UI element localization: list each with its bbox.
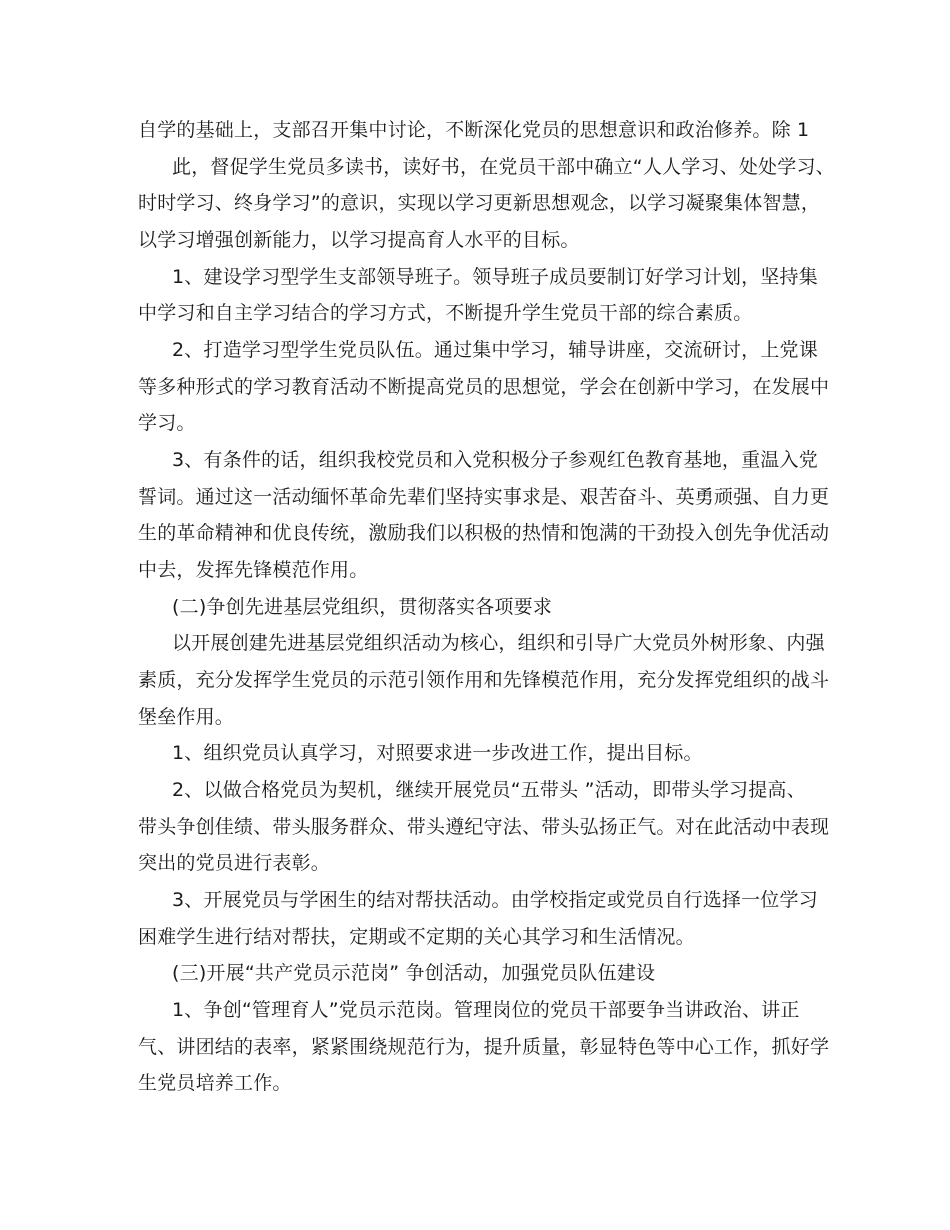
- section-heading: (二)争创先进基层党组织，贯彻落实各项要求: [172, 596, 553, 618]
- text-line: 生的革命精神和优良传统，激励我们以积极的热情和饱满的干劲投入创先争优活动: [138, 522, 830, 544]
- text-line: 以学习增强创新能力，以学习提高育人水平的目标。: [138, 229, 580, 251]
- text-line: 此，督促学生党员多读书，读好书，在党员干部中确立“人人学习、处处学习、: [172, 156, 835, 178]
- text-line: 中学习和自主学习结合的学习方式，不断提升学生党员干部的综合素质。: [138, 302, 753, 324]
- text-line: 以开展创建先进基层党组织活动为核心，组织和引导广大党员外树形象、内强: [172, 632, 825, 654]
- text-line: 1、组织党员认真学习，对照要求进一步改进工作，提出目标。: [172, 742, 703, 764]
- text-line: 1、建设学习型学生支部领导班子。领导班子成员要制订好学习计划，坚持集: [172, 266, 818, 288]
- text-line: 气、讲团结的表率，紧紧围绕规范行为，提升质量，彰显特色等中心工作，抓好学: [138, 1036, 830, 1058]
- text-line: 突出的党员进行表彰。: [138, 852, 331, 874]
- text-line: 学习。: [138, 412, 196, 434]
- text-line: 等多种形式的学习教育活动不断提高党员的思想觉，学会在创新中学习，在发展中: [138, 376, 830, 398]
- text-line: 生党员培养工作。: [138, 1072, 292, 1094]
- text-line: 2、以做合格党员为契机，继续开展党员“五带头 ”活动，即带头学习提高、: [172, 779, 806, 801]
- text-line: 誓词。通过这一活动缅怀革命先辈们坚持实事求是、艰苦奋斗、英勇顽强、自力更: [138, 486, 830, 508]
- text-line: 3、开展党员与学困生的结对帮扶活动。由学校指定或党员自行选择一位学习: [172, 889, 818, 911]
- text-line: 堡垒作用。: [138, 706, 235, 728]
- text-line: 3、有条件的话，组织我校党员和入党积极分子参观红色教育基地，重温入党: [172, 449, 818, 471]
- section-heading: (三)开展“共产党员示范岗” 争创活动，加强党员队伍建设: [172, 962, 656, 984]
- text-line: 自学的基础上，支部召开集中讨论，不断深化党员的思想意识和政治修养。除 1: [138, 119, 810, 141]
- text-line: 时时学习、终身学习”的意识，实现以学习更新思想观念，以学习凝聚集体智慧，: [138, 192, 821, 214]
- text-line: 素质，充分发挥学生党员的示范引领作用和先锋模范作用，充分发挥党组织的战斗: [138, 669, 830, 691]
- text-line: 困难学生进行结对帮扶，定期或不定期的关心其学习和生活情况。: [138, 926, 695, 948]
- text-line: 1、争创“管理育人”党员示范岗。管理岗位的党员干部要争当讲政治、讲正: [172, 999, 800, 1021]
- text-line: 中去，发挥先锋模范作用。: [138, 559, 369, 581]
- text-line: 2、打造学习型学生党员队伍。通过集中学习，辅导讲座，交流研讨，上党课: [172, 339, 818, 361]
- text-line: 带头争创佳绩、带头服务群众、带头遵纪守法、带头弘扬正气。对在此活动中表现: [138, 816, 830, 838]
